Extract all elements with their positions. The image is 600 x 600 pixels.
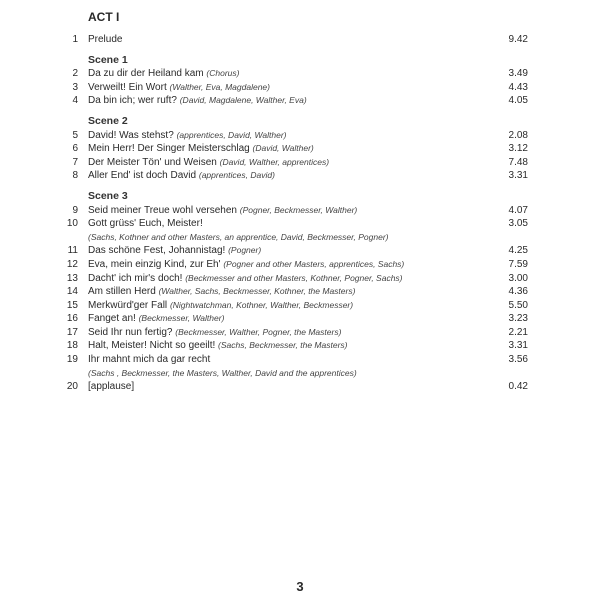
track-row (0, 81, 600, 95)
track-number: 7 (72, 156, 78, 168)
track-row (0, 33, 600, 47)
act-heading: ACT I (88, 10, 120, 24)
track-number: 8 (72, 170, 78, 182)
track-row (0, 169, 600, 183)
track-number: 11 (67, 245, 78, 257)
track-number: 19 (66, 354, 78, 366)
track-performers: (apprentices, David) (198, 170, 275, 181)
track-row (0, 67, 600, 81)
track-performers: (Chorus) (206, 68, 240, 79)
track-performers: (Sachs , Beckmesser, the Masters, Walther, David and the apprentices) (88, 367, 357, 378)
track-performers-line (0, 367, 600, 381)
track-performers: (Sachs, Kothner and other Masters, an apprentice, David, Beckmesser, Pogner) (88, 231, 389, 242)
track-duration: 4.05 (508, 95, 528, 107)
track-title: Seid Ihr nun fertig? (88, 326, 173, 338)
track-performers: (Pogner, Beckmesser, Walther) (239, 204, 358, 215)
track-duration: 4.25 (508, 245, 528, 257)
track-title: Der Meister Tön' und Weisen (88, 156, 217, 168)
track-row (0, 204, 600, 218)
track-title: Mein Herr! Der Singer Meisterschlag (88, 143, 250, 155)
track-title: Ihr mahnt mich da gar recht (88, 354, 211, 366)
track-list (0, 33, 600, 394)
track-title-group (88, 169, 275, 183)
track-title-group (88, 258, 404, 272)
track-number: 15 (66, 299, 78, 311)
track-duration: 3.31 (508, 170, 528, 182)
track-performers: (Pogner and other Masters, apprentices, Sachs) (223, 258, 405, 269)
track-title-group (88, 353, 210, 367)
track-duration: 3.00 (508, 272, 528, 284)
track-duration: 2.08 (508, 129, 528, 141)
track-number: 5 (72, 129, 78, 141)
track-title-group (88, 142, 314, 156)
track-number: 10 (66, 218, 78, 230)
track-title: [applause] (88, 381, 135, 393)
track-number: 16 (66, 313, 78, 325)
track-title-group (88, 272, 403, 286)
track-performers: (David, Walther, apprentices) (219, 156, 330, 167)
track-performers: (Walther, Sachs, Beckmesser, Kothner, the Masters) (158, 286, 356, 297)
scene-heading (0, 54, 600, 68)
track-performers: (David, Magdalene, Walther, Eva) (179, 95, 307, 106)
track-number: 12 (66, 258, 78, 270)
track-row (0, 129, 600, 143)
track-title: Da zu dir der Heiland kam (88, 68, 204, 80)
track-title-group (88, 81, 270, 95)
track-row (0, 353, 600, 367)
scene-heading (0, 190, 600, 204)
track-duration: 7.59 (508, 258, 528, 270)
track-number: 2 (72, 68, 78, 80)
track-duration: 4.43 (508, 81, 528, 93)
track-row (0, 94, 600, 108)
track-row (0, 244, 600, 258)
track-title: Fanget an! (88, 313, 136, 325)
track-duration: 3.23 (508, 313, 528, 325)
track-title-group (88, 129, 286, 143)
track-title-group (88, 94, 307, 108)
track-performers: (Walther, Eva, Magdalene) (169, 81, 270, 92)
track-title: Merkwürd'ger Fall (88, 299, 168, 311)
track-row (0, 326, 600, 340)
track-number: 3 (72, 81, 78, 93)
track-performers: (Nightwatchman, Kothner, Walther, Beckmesser) (169, 299, 354, 310)
track-duration: 3.12 (508, 143, 528, 155)
track-title: Dacht' ich mir's doch! (88, 272, 183, 284)
track-number: 17 (66, 326, 78, 338)
track-duration: 4.36 (508, 286, 528, 298)
track-row (0, 299, 600, 313)
scene-heading (0, 115, 600, 129)
track-title: Prelude (88, 34, 123, 45)
track-performers: (David, Walther) (252, 143, 314, 154)
track-title: Am stillen Herd (88, 286, 156, 298)
track-number: 1 (72, 34, 78, 45)
scene-title: Scene 2 (88, 114, 128, 127)
track-row (0, 339, 600, 353)
track-duration: 3.05 (508, 218, 528, 230)
track-row (0, 258, 600, 272)
track-title-group (88, 299, 353, 313)
track-row (0, 156, 600, 170)
track-number: 9 (72, 204, 78, 216)
scene-title: Scene 1 (88, 53, 128, 66)
track-row (0, 272, 600, 286)
track-title-group (88, 67, 239, 81)
track-title-group (88, 244, 261, 258)
track-duration: 0.42 (508, 381, 528, 393)
track-title: Gott grüss' Euch, Meister! (88, 218, 203, 230)
page-number: 3 (296, 579, 304, 594)
track-title-group (88, 204, 357, 218)
track-title: David! Was stehst? (88, 129, 174, 141)
track-duration: 4.07 (508, 204, 528, 216)
track-performers: (Beckmesser, Walther) (138, 313, 225, 324)
track-number: 18 (66, 340, 78, 352)
track-number: 4 (72, 95, 78, 107)
track-title: Aller End' ist doch David (88, 170, 197, 182)
track-number: 6 (72, 143, 78, 155)
track-duration: 3.31 (508, 340, 528, 352)
track-title-group (88, 326, 341, 340)
track-performers: (Pogner) (228, 245, 262, 256)
track-row (0, 142, 600, 156)
track-performers: (Beckmesser, Walther, Pogner, the Masters) (175, 326, 342, 337)
track-title-group (88, 156, 329, 170)
track-title: Halt, Meister! Nicht so geeilt! (88, 340, 216, 352)
track-duration: 3.56 (508, 354, 528, 366)
track-title-group (88, 312, 224, 326)
track-row (0, 285, 600, 299)
track-title: Das schöne Fest, Johannistag! (88, 245, 226, 257)
track-title-group (88, 380, 134, 394)
track-duration: 2.21 (508, 326, 528, 338)
track-performers: (apprentices, David, Walther) (176, 129, 287, 140)
track-number: 20 (66, 381, 78, 393)
track-row (0, 217, 600, 231)
track-number: 13 (66, 272, 78, 284)
track-duration: 9.42 (508, 34, 528, 45)
track-performers-line (0, 231, 600, 245)
track-row (0, 312, 600, 326)
track-duration: 5.50 (508, 299, 528, 311)
track-title: Da bin ich; wer ruft? (88, 95, 177, 107)
track-title-group (88, 339, 347, 353)
track-title-group (88, 217, 203, 231)
track-number: 14 (66, 286, 78, 298)
track-title-group (88, 33, 122, 47)
track-performers: (Sachs, Beckmesser, the Masters) (218, 340, 348, 351)
track-duration: 3.49 (508, 68, 528, 80)
scene-title: Scene 3 (88, 189, 128, 202)
track-row (0, 380, 600, 394)
track-title-group (88, 285, 355, 299)
track-duration: 7.48 (508, 156, 528, 168)
track-title: Eva, mein einzig Kind, zur Eh' (88, 258, 221, 270)
track-title: Seid meiner Treue wohl versehen (88, 204, 237, 216)
track-performers: (Beckmesser and other Masters, Kothner, Pogner, Sachs) (185, 272, 403, 283)
track-title: Verweilt! Ein Wort (88, 81, 167, 93)
